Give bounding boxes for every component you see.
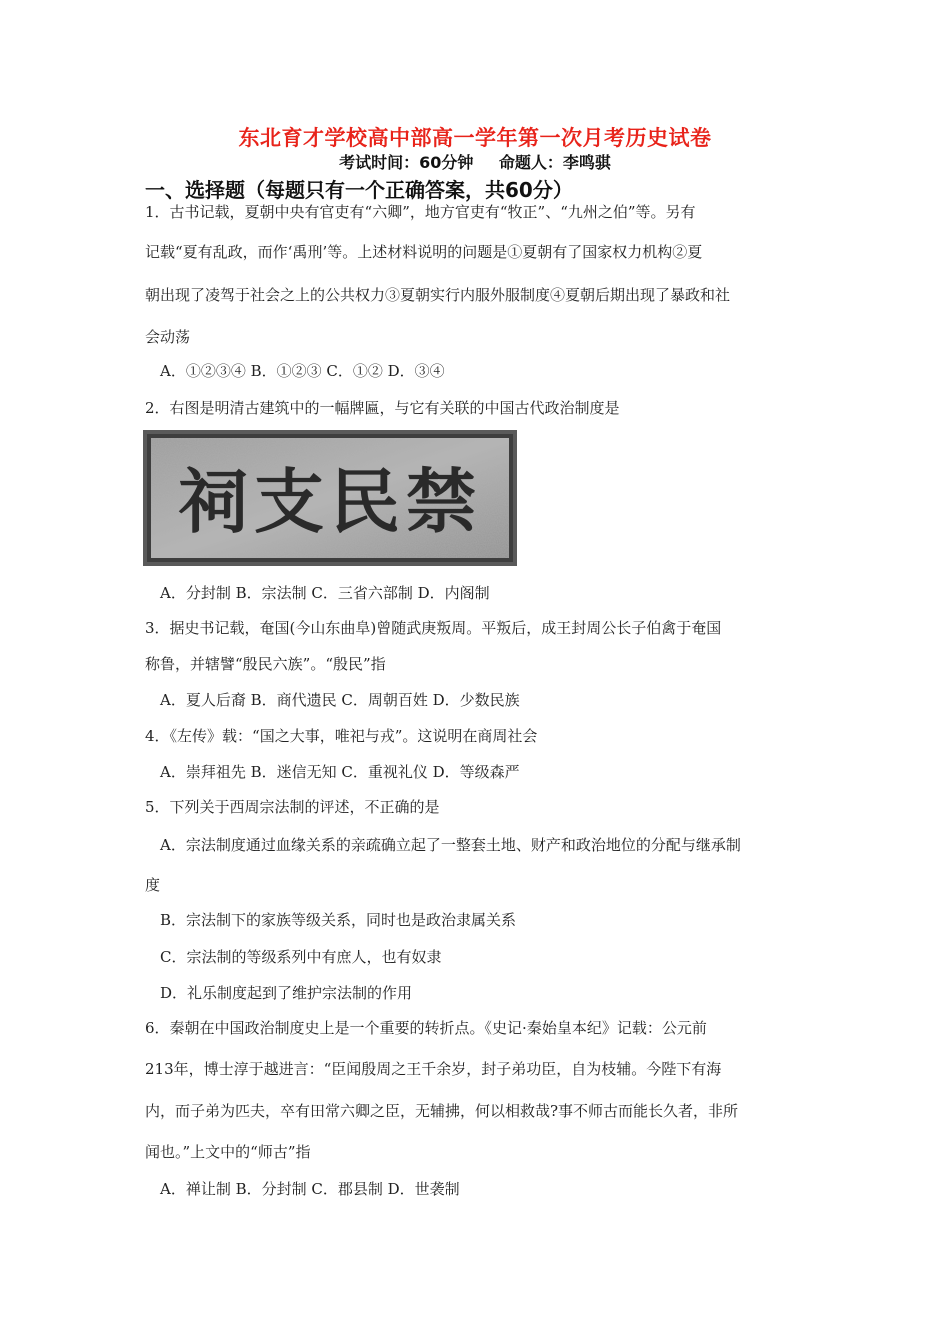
- q5-option-b: B．宗法制下的家族等级关系，同时也是政治隶属关系: [160, 911, 517, 929]
- q3-line-1: 3．据史书记载，奄国(今山东曲阜)曾随武庚叛周。平叛后，成王封周公长子伯禽于奄国: [145, 619, 722, 637]
- q2-stem: 2．右图是明清古建筑中的一幅牌匾，与它有关联的中国古代政治制度是: [145, 399, 620, 417]
- q6-options: A．禅让制 B．分封制 C．郡县制 D．世袭制: [160, 1180, 460, 1198]
- q5-stem: 5．下列关于西周宗法制的评述，不正确的是: [145, 798, 440, 816]
- q1-options: A．①②③④ B．①②③ C．①② D．③④: [160, 362, 445, 380]
- exam-subtitle: [0, 150, 950, 173]
- q4-options: A．崇拜祖先 B．迷信无知 C．重视礼仪 D．等级森严: [160, 763, 520, 781]
- q5-option-a-line-2: 度: [145, 876, 161, 894]
- exam-author: 命题人：李鸣骐: [498, 153, 611, 172]
- q1-line-2: 记载“夏有乱政，而作‘禹刑’等。上述材料说明的问题是①夏朝有了国家权力机构②夏: [145, 243, 703, 261]
- q5-option-a-line-1: A．宗法制度通过血缘关系的亲疏确立起了一整套土地、财产和政治地位的分配与继承制: [160, 836, 741, 854]
- plaque-image: [143, 430, 517, 566]
- q6-line-4: 闻也。”上文中的“师古”指: [145, 1143, 311, 1161]
- q1-line-4: 会动荡: [145, 328, 191, 346]
- section-heading: 一、选择题（每题只有一个正确答案，共60分）: [145, 178, 573, 202]
- q6-line-2: 213年，博士淳于越进言：“臣闻殷周之王千余岁，封子弟功臣，自为枝辅。今陛下有海: [145, 1060, 722, 1078]
- q5-option-d: D．礼乐制度起到了维护宗法制的作用: [160, 984, 413, 1002]
- q3-options: A．夏人后裔 B．商代遗民 C．周朝百姓 D．少数民族: [160, 691, 520, 709]
- plaque-text: 禁民支祠: [178, 460, 482, 543]
- q6-line-1: 6．秦朝在中国政治制度史上是一个重要的转折点。《史记·秦始皇本纪》记载：公元前: [145, 1019, 707, 1037]
- q5-option-c: C．宗法制的等级系列中有庶人，也有奴隶: [160, 948, 442, 966]
- q6-line-3: 内，而子弟为匹夫，卒有田常六卿之臣，无辅拂，何以相救哉?事不师古而能长久者，非所: [145, 1102, 739, 1120]
- exam-title: 东北育才学校高中部高一学年第一次月考历史试卷: [238, 126, 712, 150]
- q1-line-3: 朝出现了凌驾于社会之上的公共权力③夏朝实行内服外服制度④夏朝后期出现了暴政和社: [145, 286, 731, 304]
- q1-line-1: 1．古书记载，夏朝中央有官吏有“六卿”，地方官吏有“牧正”、“九州之伯”等。另有: [145, 203, 696, 221]
- q4-stem: 4．《左传》载：“国之大事，唯祀与戎”。这说明在商周社会: [145, 727, 538, 745]
- q2-options: A．分封制 B．宗法制 C．三省六部制 D．内阁制: [160, 584, 490, 602]
- exam-time: 考试时间：60分钟: [339, 153, 474, 172]
- q3-line-2: 称鲁，并辖譬“殷民六族”。“殷民”指: [145, 655, 386, 673]
